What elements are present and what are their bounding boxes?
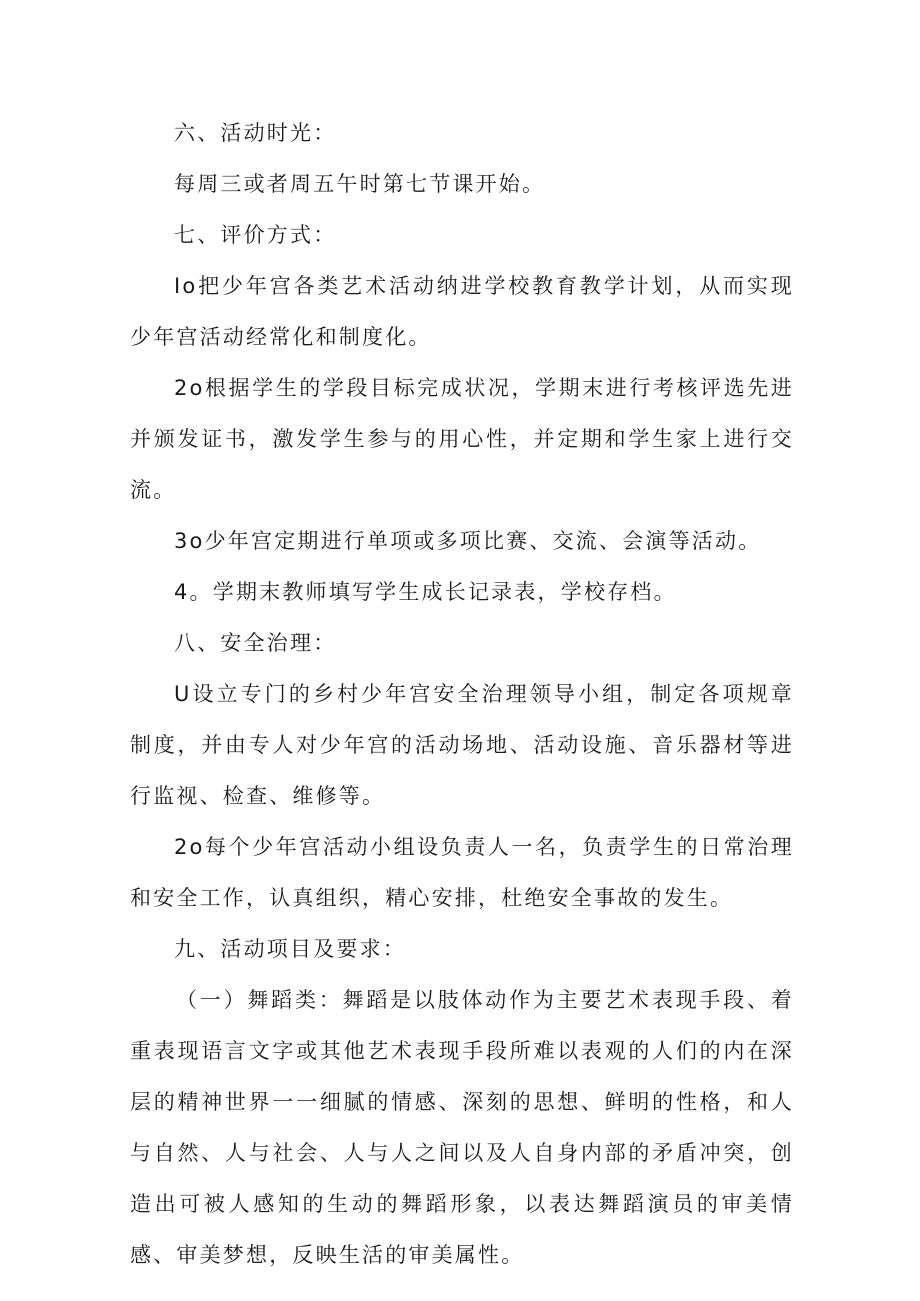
section-eight-heading: 八、安全治理： [174, 631, 337, 655]
section-eight-item-1: U设立专门的乡村少年宫安全治理领导小组，制定各项规章制度，并由专人对少年宫的活动场地、活动设施、音乐器材等进行监视、检查、维修等。 [130, 682, 794, 808]
section-nine-item-1: （一）舞蹈类：舞蹈是以肢体动作为主要艺术表现手段、着重表现语言文字或其他艺术表现手段所难以表观的人们的内在深层的精神世界一一细腻的情感、深刻的思想、鲜明的性格，和人与自然、人与社会、人与人之间以及人自身内部的矛盾冲突，创造出可被人感知的生动的舞蹈形象，以表达舞蹈演员的审美情感、审美梦想，反映生活的审美属性。 [130, 988, 794, 1267]
section-six-body: 每周三或者周五午时第七节课开始。 [174, 172, 546, 196]
section-seven-item-4: 4。学期末教师填写学生成长记录表，学校存档。 [174, 580, 677, 604]
section-seven-item-3: 3o少年宫定期进行单项或多项比赛、交流、会演等活动。 [174, 529, 762, 553]
section-seven-heading: 七、评价方式： [174, 223, 337, 247]
section-eight-item-2: 2o每个少年宫活动小组设负责人一名，负责学生的日常治理和安全工作，认真组织，精心安排，杜绝安全事故的发生。 [130, 835, 794, 910]
section-six-heading: 六、活动时光： [174, 121, 337, 145]
section-nine-heading: 九、活动项目及要求： [174, 937, 406, 961]
section-seven-item-1: Io把少年宫各类艺术活动纳进学校教育教学计划，从而实现少年宫活动经常化和制度化。 [130, 274, 794, 349]
section-seven-item-2: 2o根据学生的学段目标完成状况，学期末进行考核评选先进并颁发证书，激发学生参与的用心性，并定期和学生家上进行交流。 [130, 376, 794, 502]
